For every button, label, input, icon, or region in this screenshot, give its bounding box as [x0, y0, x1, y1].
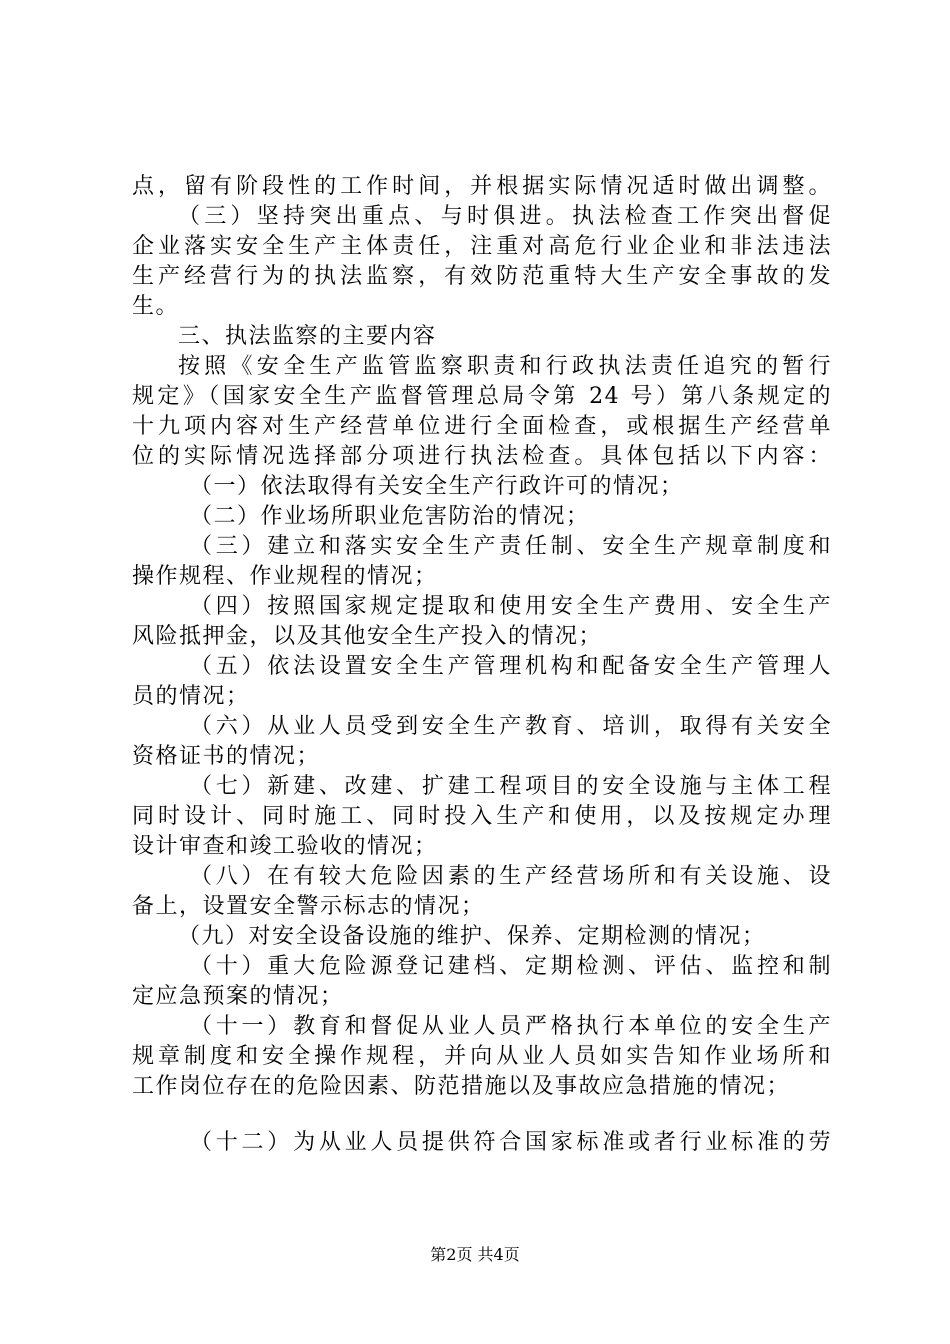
text-line: （三）坚持突出重点、与时俱进。执法检查工作突出督促 — [178, 204, 832, 229]
list-item: （九）对安全设备设施的维护、保养、定期检测的情况； — [178, 924, 766, 949]
page-number: 第2页 共4页 — [430, 1245, 520, 1264]
text-line: 按照《安全生产监管监察职责和行政执法责任追究的暂行 — [178, 354, 832, 379]
text-line: 风险抵押金，以及其他安全生产投入的情况； — [132, 624, 603, 649]
paragraph-gap — [132, 1102, 832, 1128]
text-line: 十九项内容对生产经营单位进行全面检查，或根据生产经营单 — [132, 414, 832, 439]
list-item: （十一）教育和督促从业人员严格执行本单位的安全生产 — [190, 1014, 832, 1039]
text-line: 同时设计、同时施工、同时投入生产和使用，以及按规定办理 — [132, 804, 832, 829]
text-line: 资格证书的情况； — [132, 744, 321, 769]
text-line: 设计审查和竣工验收的情况； — [132, 834, 438, 859]
list-item: （十）重大危险源登记建档、定期检测、评估、监控和制 — [190, 954, 832, 979]
document-body — [132, 172, 832, 1158]
text-line: 备上，设置安全警示标志的情况； — [132, 894, 485, 919]
list-item: （十二）为从业人员提供符合国家标准或者行业标准的劳 — [190, 1130, 832, 1155]
text-line: 生产经营行为的执法监察，有效防范重特大生产安全事故的发 — [132, 264, 832, 289]
text-line: 位的实际情况选择部分项进行执法检查。具体包括以下内容： — [132, 444, 832, 469]
list-item: （四）按照国家规定提取和使用安全生产费用、安全生产 — [190, 594, 832, 619]
list-item: （八）在有较大危险因素的生产经营场所和有关设施、设 — [190, 864, 832, 889]
text-line: 企业落实安全生产主体责任，注重对高危行业企业和非法违法 — [132, 234, 832, 259]
list-item: （三）建立和落实安全生产责任制、安全生产规章制度和 — [190, 534, 832, 559]
list-item: （五）依法设置安全生产管理机构和配备安全生产管理人 — [190, 654, 832, 679]
list-item: （七）新建、改建、扩建工程项目的安全设施与主体工程 — [190, 774, 832, 799]
list-item: （二）作业场所职业危害防治的情况； — [190, 504, 590, 529]
text-line: 定应急预案的情况； — [132, 984, 344, 1009]
text-line: 点，留有阶段性的工作时间，并根据实际情况适时做出调整。 — [132, 174, 832, 199]
text-line: 规定》（国家安全生产监督管理总局令第 24 号）第八条规定的 — [132, 384, 832, 409]
list-item: （一）依法取得有关安全生产行政许可的情况； — [190, 474, 684, 499]
text-line: 规章制度和安全操作规程，并向从业人员如实告知作业场所和 — [132, 1044, 832, 1069]
text-line: 工作岗位存在的危险因素、防范措施以及事故应急措施的情况； — [132, 1074, 791, 1099]
list-item: （六）从业人员受到安全生产教育、培训，取得有关安全 — [190, 714, 832, 739]
section-heading: 三、执法监察的主要内容 — [178, 324, 437, 349]
text-line: 操作规程、作业规程的情况； — [132, 564, 438, 589]
text-line: 员的情况； — [132, 684, 250, 709]
text-line: 生。 — [132, 294, 180, 319]
